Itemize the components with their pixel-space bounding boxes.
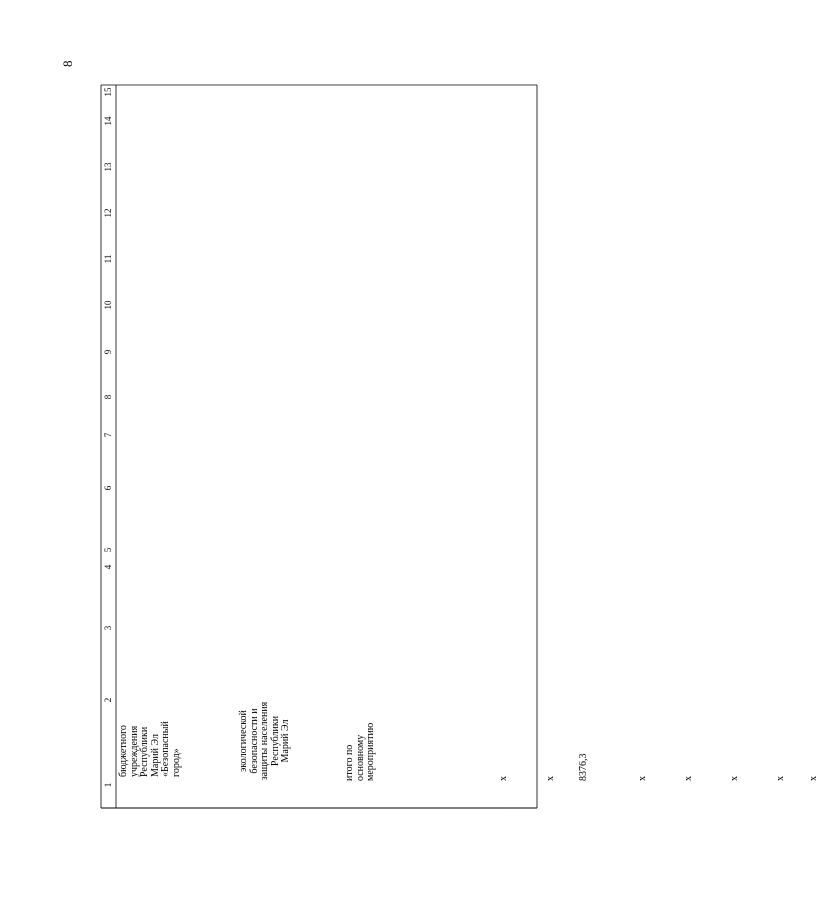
top-block-col3: экологической безопасности и защиты населения Республики Марий Эл — [238, 701, 291, 781]
col-header-14: 14 — [103, 116, 113, 126]
col-header-12: 12 — [103, 208, 113, 218]
col-header-11: 11 — [103, 254, 113, 264]
col-header-5: 5 — [103, 547, 113, 553]
col-header-3: 3 — [103, 625, 113, 631]
col-header-8: 8 — [103, 394, 113, 400]
col-header-13: 13 — [103, 162, 113, 172]
col-header-9: 9 — [103, 349, 113, 355]
top-block-x15: х — [808, 776, 819, 781]
col-header-1: 1 — [103, 782, 113, 788]
top-block-x9: х — [545, 776, 556, 781]
top-block-x11: х — [637, 776, 648, 781]
top-block-x14: х — [775, 776, 786, 781]
col-header-15: 15 — [103, 87, 113, 97]
page-number: 8 — [60, 60, 75, 67]
top-block-col2: бюджетного учреждения Республики Марий Эл «Безопасный город» — [118, 721, 182, 777]
col-header-2: 2 — [103, 697, 113, 703]
top-block-x13: х — [729, 776, 740, 781]
top-block-v10: 8376,3 — [578, 753, 589, 781]
col-header-4: 4 — [103, 564, 113, 570]
col-header-6: 6 — [103, 485, 113, 491]
top-block-total-label: итого по основному мероприятию — [344, 722, 376, 781]
col-header-7: 7 — [103, 432, 113, 438]
top-block-x8: х — [498, 776, 509, 781]
top-block-x12: х — [683, 776, 694, 781]
col-header-10: 10 — [103, 300, 113, 310]
